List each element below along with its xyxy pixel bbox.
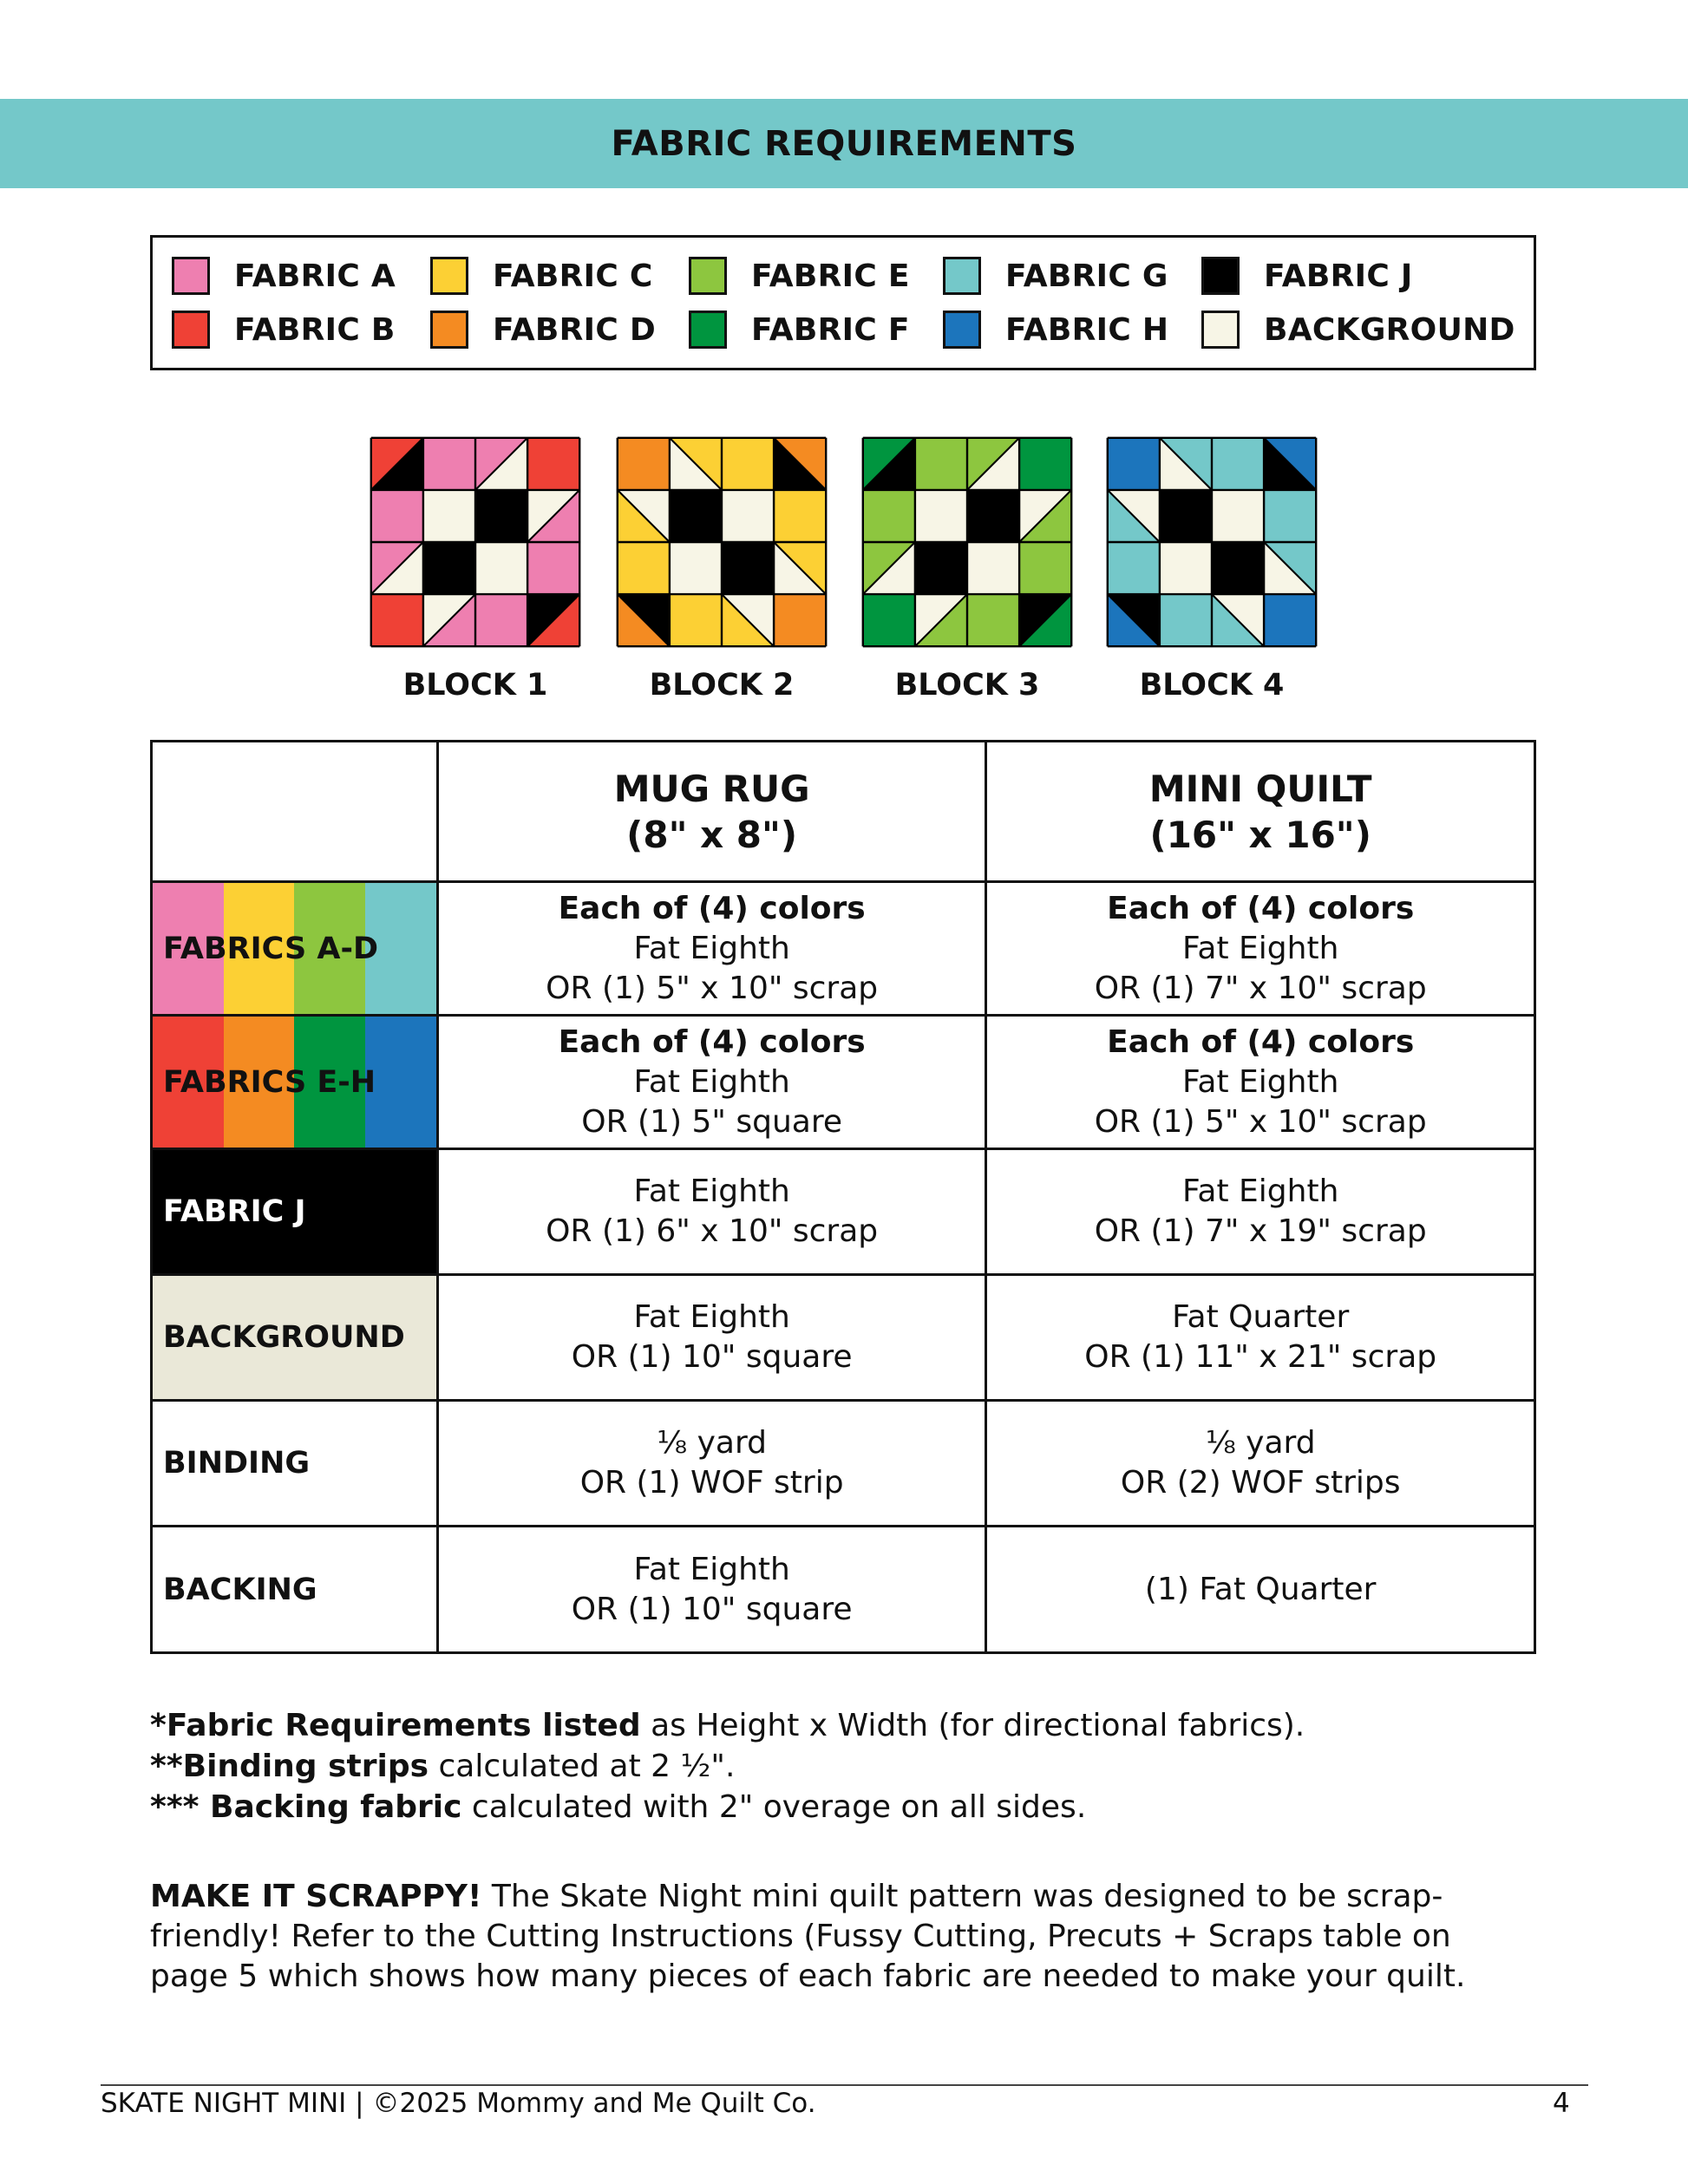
block-square — [371, 490, 423, 542]
header-size: (8" x 8") — [626, 813, 798, 856]
legend-item — [943, 257, 1168, 295]
block-label: BLOCK 2 — [649, 668, 795, 703]
block-square — [1160, 594, 1212, 646]
legend-item — [1201, 257, 1413, 295]
cell-line: OR (1) 7" x 19" scrap — [1094, 1213, 1427, 1249]
legend-item — [430, 311, 656, 349]
block-square — [1160, 542, 1212, 594]
row-label: FABRICS E-H — [163, 1064, 376, 1100]
legend-label: FABRIC B — [234, 311, 396, 348]
cell-line: Each of (4) colors — [558, 1023, 866, 1060]
legend-label: FABRIC C — [493, 258, 653, 294]
scrappy-heading: MAKE IT SCRAPPY! — [150, 1879, 482, 1914]
block-square — [1212, 490, 1264, 542]
block-square — [1212, 438, 1264, 490]
empty-header-cell — [152, 742, 438, 882]
color-swatch — [943, 257, 981, 295]
cell-line: OR (1) 5" x 10" scrap — [1094, 1103, 1427, 1140]
mug-cell — [437, 1016, 986, 1149]
footnote-text: calculated with 2" overage on all sides. — [461, 1789, 1087, 1825]
block-square — [722, 490, 774, 542]
color-swatch — [689, 311, 727, 349]
block-square — [722, 438, 774, 490]
footnote — [150, 1746, 1305, 1787]
footer-divider — [101, 2084, 1588, 2086]
legend-label: FABRIC H — [1005, 311, 1169, 348]
cell-line: Each of (4) colors — [1107, 890, 1415, 926]
block-square — [423, 438, 475, 490]
block-square — [967, 594, 1019, 646]
legend-item — [689, 311, 910, 349]
block-square — [1019, 542, 1071, 594]
block-label: BLOCK 1 — [402, 668, 548, 703]
block-square — [670, 594, 722, 646]
scrappy-text: The Skate Night mini quilt pattern was designed to be scrap-friendly! Refer to the Cutting Instructions (Fussy Cutting, Precuts + Scraps table on page 5 which shows how many pieces of each fabric are needed to make your quilt. — [150, 1879, 1466, 1994]
block-label: BLOCK 4 — [1139, 668, 1285, 703]
quilt-block-1 — [370, 436, 581, 648]
row-label-cell — [152, 1016, 438, 1149]
legend-item — [172, 257, 396, 295]
cell-line: OR (1) 11" x 21" scrap — [1084, 1339, 1437, 1375]
footer-title: SKATE NIGHT MINI | ©2025 Mommy and Me Quilt Co. — [101, 2088, 816, 2119]
color-swatch — [430, 311, 468, 349]
legend-label: FABRIC F — [751, 311, 910, 348]
cell-line: OR (1) 6" x 10" scrap — [546, 1213, 879, 1249]
row-label: BACKING — [163, 1572, 317, 1607]
footnote — [150, 1787, 1305, 1828]
block-square — [618, 438, 670, 490]
table-row — [152, 1527, 1535, 1653]
block-square — [774, 490, 826, 542]
cell-line: OR (1) 10" square — [571, 1591, 853, 1627]
mini-cell — [986, 1401, 1535, 1527]
footnote-bold: **Binding strips — [150, 1749, 429, 1784]
mini-cell — [986, 882, 1535, 1016]
cell-line: OR (1) 5" x 10" scrap — [546, 970, 879, 1006]
quilt-block-3 — [861, 436, 1073, 648]
block-square — [1019, 438, 1071, 490]
cell-line: Fat Eighth — [633, 1063, 790, 1100]
cell-line: OR (1) WOF strip — [579, 1465, 844, 1501]
cell-line: Fat Eighth — [1182, 1174, 1339, 1209]
legend-label: BACKGROUND — [1264, 311, 1515, 348]
block-square — [1108, 542, 1160, 594]
block-square — [1160, 490, 1212, 542]
cell-line: OR (2) WOF strips — [1120, 1465, 1401, 1501]
color-swatch — [1201, 311, 1240, 349]
cell-line: ⅛ yard — [657, 1425, 768, 1461]
table-row — [152, 882, 1535, 1016]
row-label: FABRIC J — [163, 1194, 306, 1229]
legend-item — [689, 257, 910, 295]
row-label-cell — [152, 1527, 438, 1653]
mug-cell — [437, 882, 986, 1016]
quilt-block-2 — [616, 436, 828, 648]
block-square — [423, 490, 475, 542]
block-square — [527, 438, 579, 490]
footnote-bold: *** Backing fabric — [150, 1789, 462, 1825]
row-label: BINDING — [163, 1446, 311, 1481]
block-square — [1108, 438, 1160, 490]
color-swatch — [430, 257, 468, 295]
color-swatch — [1201, 257, 1240, 295]
mini-cell — [986, 1016, 1535, 1149]
block-square — [774, 594, 826, 646]
row-label-cell — [152, 1401, 438, 1527]
fabric-legend — [150, 235, 1536, 370]
block-square — [967, 490, 1019, 542]
legend-item — [1201, 311, 1515, 349]
header-line: MINI QUILT — [1148, 767, 1372, 810]
color-swatch — [943, 311, 981, 349]
table-header-row — [152, 742, 1535, 882]
legend-label: FABRIC J — [1264, 258, 1413, 294]
footnote-bold: *Fabric Requirements listed — [150, 1708, 641, 1743]
block-square — [371, 594, 423, 646]
table-row — [152, 1401, 1535, 1527]
cell-line: Each of (4) colors — [1107, 1023, 1415, 1060]
legend-item — [430, 257, 653, 295]
legend-label: FABRIC G — [1005, 258, 1168, 294]
block-square — [863, 594, 915, 646]
cell-line: Fat Eighth — [1182, 1063, 1339, 1100]
block-square — [722, 542, 774, 594]
block-square — [915, 542, 967, 594]
footnote — [150, 1705, 1305, 1746]
block-square — [670, 490, 722, 542]
page-number: 4 — [1553, 2088, 1570, 2119]
requirements-table — [150, 740, 1536, 1654]
mug-cell — [437, 1527, 986, 1653]
block-square — [527, 542, 579, 594]
table-row — [152, 1016, 1535, 1149]
color-swatch — [689, 257, 727, 295]
header-mini-quilt — [986, 742, 1535, 882]
color-swatch — [172, 257, 210, 295]
footnotes — [150, 1705, 1305, 1828]
mini-cell — [986, 1527, 1535, 1653]
mug-cell — [437, 1275, 986, 1401]
header-band — [0, 99, 1688, 188]
cell-line: OR (1) 10" square — [571, 1339, 853, 1375]
page-title: FABRIC REQUIREMENTS — [611, 123, 1077, 164]
cell-line: ⅛ yard — [1205, 1425, 1316, 1461]
cell-line: Fat Eighth — [1182, 930, 1339, 966]
cell-line: Each of (4) colors — [558, 890, 866, 926]
legend-item — [172, 311, 396, 349]
block-label: BLOCK 3 — [894, 668, 1040, 703]
header-mug-rug — [437, 742, 986, 882]
legend-label: FABRIC E — [751, 258, 910, 294]
row-label: BACKGROUND — [163, 1320, 405, 1355]
block-square — [863, 490, 915, 542]
block-square — [670, 542, 722, 594]
block-square — [915, 490, 967, 542]
row-label: FABRICS A-D — [163, 931, 379, 966]
block-square — [618, 542, 670, 594]
cell-line: (1) Fat Quarter — [1144, 1571, 1377, 1607]
mug-cell — [437, 1149, 986, 1275]
footnote-text: calculated at 2 ½". — [429, 1749, 736, 1784]
mini-cell — [986, 1275, 1535, 1401]
block-square — [475, 594, 527, 646]
mini-cell — [986, 1149, 1535, 1275]
header-size: (16" x 16") — [1149, 813, 1371, 856]
block-square — [915, 438, 967, 490]
make-it-scrappy-paragraph — [150, 1877, 1538, 1997]
table-row — [152, 1149, 1535, 1275]
footnote-text: as Height x Width (for directional fabrics). — [640, 1708, 1305, 1743]
cell-line: OR (1) 7" x 10" scrap — [1094, 970, 1427, 1006]
block-square — [423, 542, 475, 594]
cell-line: OR (1) 5" square — [581, 1103, 843, 1140]
row-label-cell — [152, 1149, 438, 1275]
block-square — [1264, 490, 1316, 542]
block-square — [967, 542, 1019, 594]
block-square — [475, 542, 527, 594]
cell-line: Fat Quarter — [1172, 1299, 1350, 1335]
quilt-block-4 — [1106, 436, 1318, 648]
cell-line: Fat Eighth — [633, 1551, 790, 1587]
legend-label: FABRIC D — [493, 311, 657, 348]
cell-line: Fat Eighth — [633, 930, 790, 966]
block-square — [1212, 542, 1264, 594]
cell-line: Fat Eighth — [633, 1299, 790, 1335]
legend-item — [943, 311, 1168, 349]
legend-label: FABRIC A — [234, 258, 396, 294]
block-square — [1264, 594, 1316, 646]
row-label-cell — [152, 882, 438, 1016]
cell-line: Fat Eighth — [633, 1174, 790, 1209]
block-square — [475, 490, 527, 542]
table-row — [152, 1275, 1535, 1401]
row-label-cell — [152, 1275, 438, 1401]
mug-cell — [437, 1401, 986, 1527]
header-line: MUG RUG — [613, 767, 810, 810]
color-swatch — [172, 311, 210, 349]
